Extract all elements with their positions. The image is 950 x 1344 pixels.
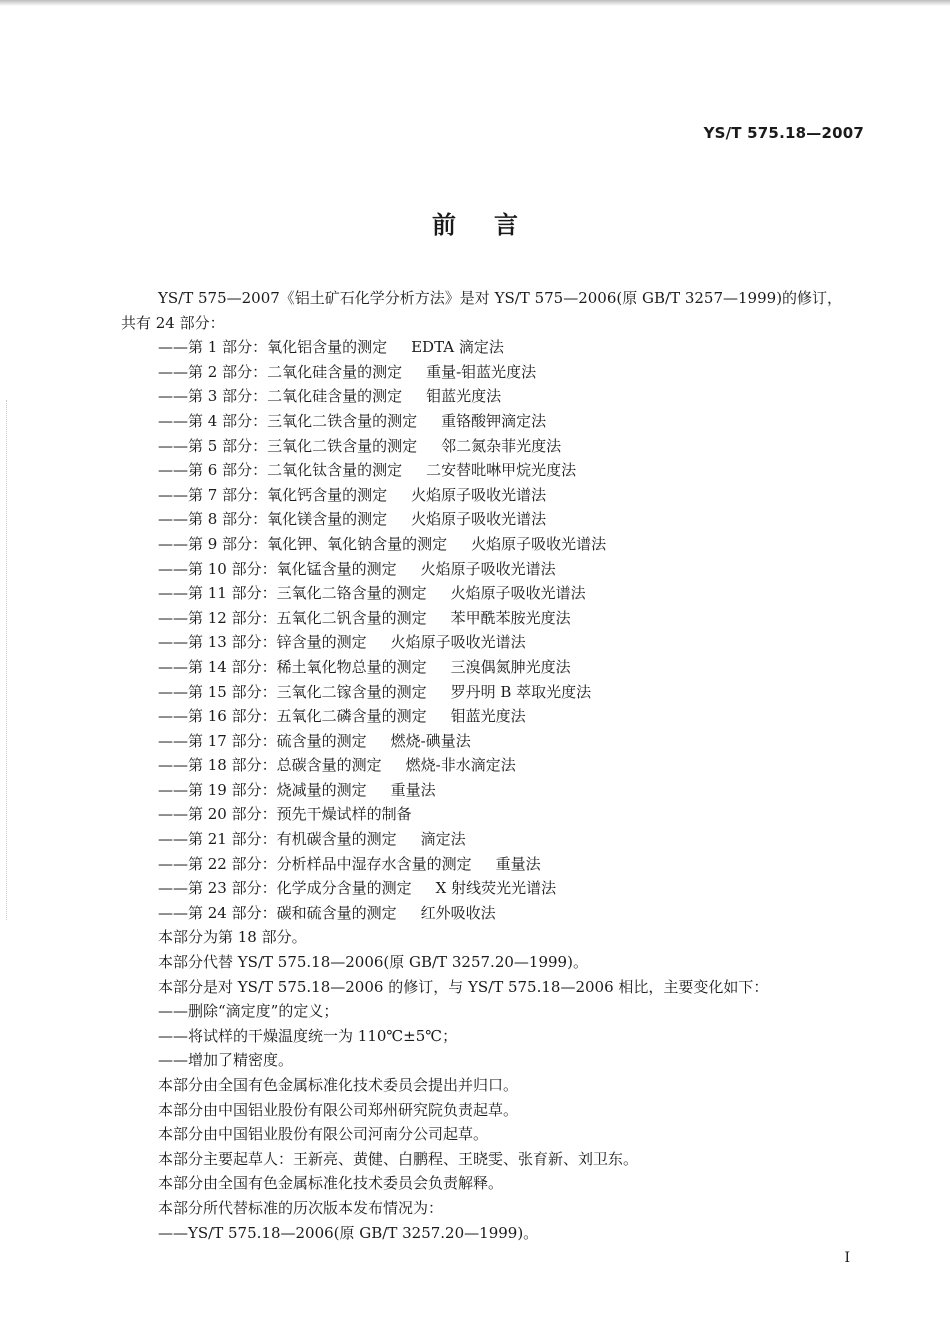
part-list-item (121, 360, 866, 385)
part-label: ——第 4 部分：三氧化二铁含量的测定 (158, 411, 418, 430)
part-label: ——第 12 部分：五氧化二钒含量的测定 (158, 608, 427, 627)
part-label: ——第 8 部分：氧化镁含量的测定 (158, 510, 388, 529)
part-label: ——第 13 部分：锌含量的测定 (158, 633, 367, 652)
history-item: ——YS/T 575.18—2006(原 GB/T 3257.20—1999)。 (158, 1223, 539, 1242)
part-label: ——第 17 部分：硫含量的测定 (158, 731, 367, 750)
part-label: ——第 9 部分：氧化钾、氧化钠含量的测定 (158, 534, 448, 553)
intro-line-2: 共有 24 部分： (121, 313, 225, 332)
part-method: 罗丹明 B 萃取光度法 (450, 682, 592, 701)
part-label: ——第 21 部分：有机碳含量的测定 (158, 830, 397, 849)
part-list-item (121, 483, 866, 508)
part-method: EDTA 滴定法 (411, 338, 504, 357)
part-label: ——第 6 部分：二氧化钛含量的测定 (158, 461, 403, 480)
part-label: ——第 11 部分：三氧化二铬含量的测定 (158, 584, 427, 603)
standard-code: YS/T 575.18—2007 (703, 124, 864, 142)
part-method: 火焰原子吸收光谱法 (471, 534, 607, 553)
part-list-item (121, 458, 866, 483)
part-list-item (121, 704, 866, 729)
change-item: ——增加了精密度。 (158, 1051, 294, 1070)
part-method: 红外吸收法 (420, 903, 496, 922)
change-item: ——将试样的干燥温度统一为 110℃±5℃； (158, 1026, 458, 1045)
part-method: 火焰原子吸收光谱法 (411, 510, 547, 529)
part-list-item (121, 335, 866, 360)
part-list-item (121, 655, 866, 680)
part-label: ——第 22 部分：分析样品中湿存水含量的测定 (158, 854, 472, 873)
part-label: ——第 15 部分：三氧化二镓含量的测定 (158, 682, 427, 701)
part-list-item (121, 901, 866, 926)
part-label: ——第 2 部分：二氧化硅含量的测定 (158, 362, 403, 381)
part-list-item (121, 557, 866, 582)
part-method: 火焰原子吸收光谱法 (420, 559, 556, 578)
part-method: X 射线荧光光谱法 (435, 879, 557, 898)
part-label: ——第 14 部分：稀土氧化物总量的测定 (158, 657, 427, 676)
part-list-item (121, 409, 866, 434)
part-list-item (121, 606, 866, 631)
part-list-item (121, 434, 866, 459)
part-list-item (121, 753, 866, 778)
part-method: 燃烧-非水滴定法 (405, 756, 516, 775)
part-method: 二安替吡啉甲烷光度法 (426, 461, 577, 480)
part-method: 三溴偶氮胂光度法 (450, 657, 571, 676)
part-method: 燃烧-碘量法 (390, 731, 471, 750)
part-method: 滴定法 (420, 830, 466, 849)
part-label: ——第 16 部分：五氧化二磷含量的测定 (158, 707, 427, 726)
part-list-item (121, 778, 866, 803)
part-label: ——第 23 部分：化学成分含量的测定 (158, 879, 412, 898)
part-method: 钼蓝光度法 (426, 387, 502, 406)
co-drafted-by-statement: 本部分由中国铝业股份有限公司河南分公司起草。 (158, 1125, 489, 1144)
part-label: ——第 19 部分：烧减量的测定 (158, 780, 367, 799)
drafted-by-statement: 本部分由中国铝业股份有限公司郑州研究院负责起草。 (158, 1100, 519, 1119)
part-method: 火焰原子吸收光谱法 (390, 633, 526, 652)
part-list-item (121, 729, 866, 754)
parts-list (121, 335, 866, 925)
part-method: 重量-钼蓝光度法 (426, 362, 537, 381)
part-method: 重量法 (390, 780, 436, 799)
part-list-item (121, 532, 866, 557)
revision-statement: 本部分是对 YS/T 575.18—2006 的修订，与 YS/T 575.18—2006 相比，主要变化如下： (158, 977, 769, 996)
part-label: ——第 3 部分：二氧化硅含量的测定 (158, 387, 403, 406)
part-list-item (121, 507, 866, 532)
history-intro: 本部分所代替标准的历次版本发布情况为： (158, 1198, 444, 1217)
page-number: I (844, 1250, 850, 1266)
intro-line-1: YS/T 575—2007《铝土矿石化学分析方法》是对 YS/T 575—2006(原 GB/T 3257—1999)的修订， (158, 289, 843, 307)
part-list-item (121, 581, 866, 606)
part-list-item (121, 630, 866, 655)
proposed-by-statement: 本部分由全国有色金属标准化技术委员会提出并归口。 (158, 1076, 519, 1094)
part-method: 邻二氮杂菲光度法 (441, 436, 562, 455)
part-method: 苯甲酰苯胺光度法 (450, 608, 571, 627)
part-method: 钼蓝光度法 (450, 707, 526, 726)
part-list-item (121, 384, 866, 409)
page-title: 前言 (432, 211, 556, 239)
part-list-item (121, 876, 866, 901)
scan-edge-marks (6, 400, 9, 920)
drafters-statement: 本部分主要起草人：王新亮、黄健、白鹏程、王晓雯、张育新、刘卫东。 (158, 1149, 639, 1168)
part-method: 火焰原子吸收光谱法 (450, 584, 586, 603)
this-part-statement: 本部分为第 18 部分。 (158, 928, 307, 947)
part-label: ——第 18 部分：总碳含量的测定 (158, 756, 382, 775)
part-label: ——第 24 部分：碳和硫含量的测定 (158, 903, 397, 922)
part-list-item (121, 802, 866, 827)
part-label: ——第 5 部分：三氧化二铁含量的测定 (158, 436, 418, 455)
part-list-item (121, 827, 866, 852)
part-method: 火焰原子吸收光谱法 (411, 485, 547, 504)
part-label: ——第 7 部分：氧化钙含量的测定 (158, 485, 388, 504)
part-label: ——第 1 部分：氧化铝含量的测定 (158, 338, 388, 357)
part-list-item (121, 852, 866, 877)
part-label: ——第 20 部分：预先干燥试样的制备 (158, 805, 412, 824)
document-body (121, 286, 866, 1245)
change-item: ——删除“滴定度”的定义； (158, 1002, 339, 1021)
part-list-item (121, 680, 866, 705)
part-method: 重铬酸钾滴定法 (441, 411, 547, 430)
interpreted-by-statement: 本部分由全国有色金属标准化技术委员会负责解释。 (158, 1174, 504, 1193)
part-label: ——第 10 部分：氧化锰含量的测定 (158, 559, 397, 578)
part-method: 重量法 (495, 854, 541, 873)
top-rule (0, 0, 950, 6)
replaces-statement: 本部分代替 YS/T 575.18—2006(原 GB/T 3257.20—1999)。 (158, 953, 588, 972)
